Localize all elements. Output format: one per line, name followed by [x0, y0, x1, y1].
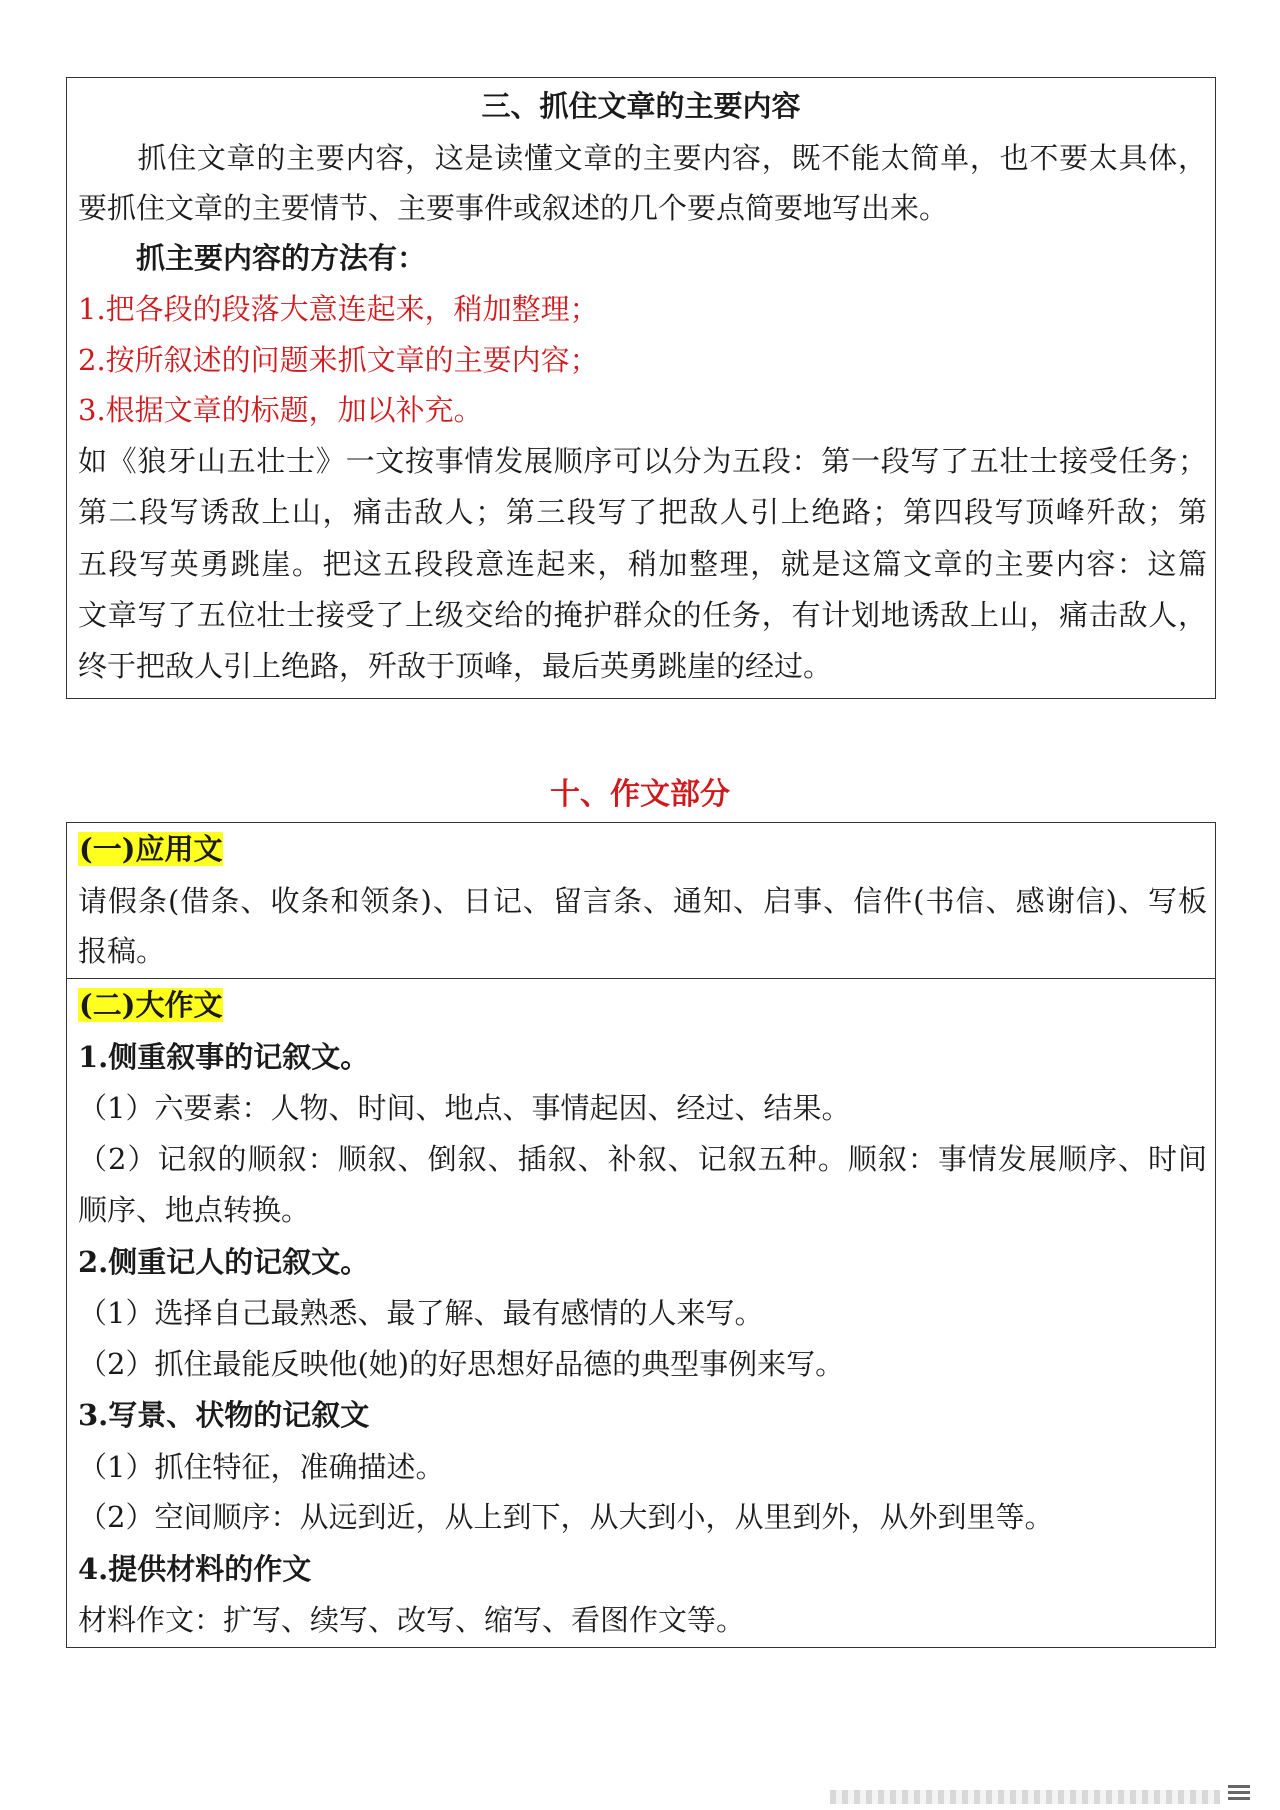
composition-line: 材料作文：扩写、续写、改写、缩写、看图作文等。: [78, 1603, 746, 1637]
example-line-2: 第二段写诱敌上山，痛击敌人；第三段写了把敌人引上绝路；第四段写顶峰歼敌；第: [78, 495, 1207, 529]
method-item-1: 1.把各段的段落大意连起来，稍加整理；: [78, 292, 599, 326]
composition-line: 2.侧重记人的记叙文。: [78, 1245, 370, 1279]
menu-grip-icon[interactable]: [1228, 1782, 1250, 1804]
applied-writing-heading: [78, 823, 1207, 875]
composition-line: 3.写景、状物的记叙文: [78, 1398, 370, 1432]
applied-writing-line-1: 请假条(借条、收条和领条)、日记、留言条、通知、启事、信件(书信、感谢信)、写板: [78, 884, 1207, 918]
composition-line: （2）抓住最能反映他(她)的好思想好品德的典型事例来写。: [78, 1347, 845, 1381]
composition-box: [66, 978, 1216, 1648]
example-line-1: 如《狼牙山五壮士》一文按事情发展顺序可以分为五段：第一段写了五壮士接受任务；: [78, 444, 1207, 478]
composition-line: 顺序、地点转换。: [78, 1193, 311, 1227]
highlighted-heading: (一)应用文: [79, 832, 223, 866]
applied-writing-box: [66, 822, 1216, 979]
method-item-3: 3.根据文章的标题，加以补充。: [78, 393, 483, 427]
methods-heading: 抓主要内容的方法有：: [78, 241, 427, 275]
intro-line-2: 要抓住文章的主要情节、主要事件或叙述的几个要点简要地写出来。: [78, 191, 949, 225]
composition-line: 4.提供材料的作文: [78, 1552, 312, 1586]
composition-line: （1）选择自己最熟悉、最了解、最有感情的人来写。: [78, 1296, 764, 1330]
method-item-2: 2.按所叙述的问题来抓文章的主要内容；: [78, 343, 599, 377]
example-line-5: 终于把敌人引上绝路，歼敌于顶峰，最后英勇跳崖的经过。: [78, 649, 833, 683]
box-title: 三、抓住文章的主要内容: [481, 89, 801, 123]
intro-line-1: 抓住文章的主要内容，这是读懂文章的主要内容，既不能太简单，也不要太具体，: [78, 141, 1207, 175]
composition-line: 1.侧重叙事的记叙文。: [78, 1040, 370, 1074]
composition-line: （1）抓住特征，准确描述。: [78, 1450, 445, 1484]
section-heading: 十、作文部分: [550, 777, 730, 812]
composition-line: （1）六要素：人物、时间、地点、事情起因、经过、结果。: [78, 1091, 851, 1125]
example-line-3: 五段写英勇跳崖。把这五段段意连起来，稍加整理，就是这篇文章的主要内容：这篇: [78, 547, 1207, 581]
example-line-4: 文章写了五位壮士接受了上级交给的掩护群众的任务，有计划地诱敌上山，痛击敌人，: [78, 598, 1207, 632]
applied-writing-line-2: 报稿。: [78, 934, 166, 968]
scroll-track: [830, 1790, 1220, 1804]
highlighted-heading: (二)大作文: [79, 988, 223, 1022]
main-content-box: [66, 77, 1216, 699]
composition-heading: [78, 979, 1207, 1031]
composition-line: （2）空间顺序：从远到近，从上到下，从大到小，从里到外，从外到里等。: [78, 1500, 1054, 1534]
scroll-indicator[interactable]: [830, 1782, 1250, 1804]
composition-line: （2）记叙的顺叙：顺叙、倒叙、插叙、补叙、记叙五种。顺叙：事情发展顺序、时间: [78, 1142, 1207, 1176]
